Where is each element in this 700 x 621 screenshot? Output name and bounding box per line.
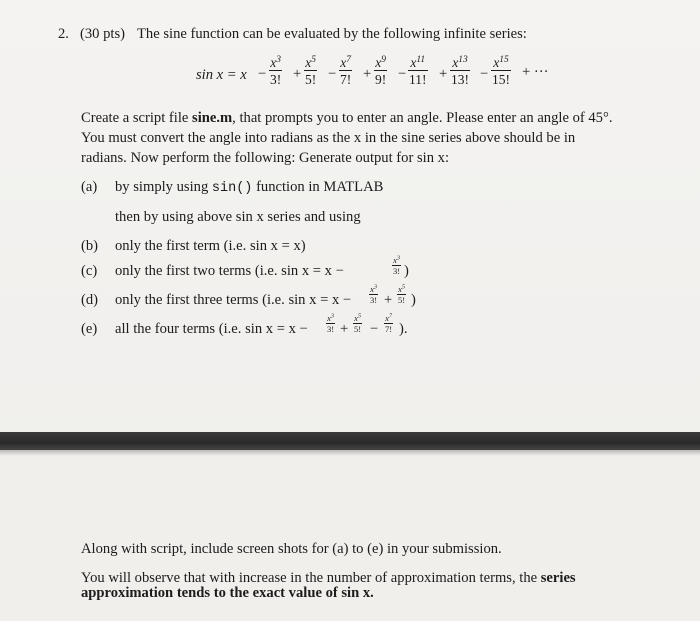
part-c-fraction: $\frac{x^3}{3!}$	[393, 255, 401, 276]
part-d-label: (d)	[81, 292, 99, 308]
question-prompt: The sine function can be evaluated by the following infinite series:	[137, 26, 527, 42]
part-e-fraction: $\frac{x^3}{3!}$	[327, 313, 335, 334]
part-e-label: (e)	[81, 321, 98, 337]
code-sin: sin()	[211, 181, 253, 196]
series-intro-text: then by using above sin x series and using	[115, 209, 361, 225]
series-tail: + ···	[522, 64, 549, 80]
instructions-line-3: radians. Now perform the following: Generate output for sin x:	[81, 150, 449, 166]
part-e-fraction: $\frac{x^7}{7!}$	[385, 313, 393, 334]
series-term: $\frac{x^3}{3!}$	[270, 54, 282, 87]
part-d-close: )	[411, 292, 416, 308]
part-c-close: )	[404, 263, 409, 279]
footer-line-2: You will observe that with increase in the number of approximation terms, the series	[81, 570, 576, 586]
footer-line-1: Along with script, include screen shots for (a) to (e) in your submission.	[81, 541, 502, 557]
part-e-fraction: $\frac{x^5}{5!}$	[354, 313, 362, 334]
script-filename: sine.m	[192, 110, 233, 126]
page-divider	[0, 432, 700, 450]
part-b-label: (b)	[81, 238, 99, 254]
part-a-text: by simply using sin() function in MATLAB	[115, 179, 384, 196]
series-term: $\frac{x^7}{7!}$	[340, 54, 352, 87]
part-e-sign: −	[370, 321, 379, 337]
series-term: $\frac{x^5}{5!}$	[305, 54, 317, 87]
part-b-text: only the first term (i.e. sin x = x)	[115, 238, 306, 254]
instructions-line-2: You must convert the angle into radians as the x in the sine series above should be in	[81, 130, 576, 146]
series-sign: +	[439, 66, 448, 82]
series-term: $\frac{x^9}{9!}$	[375, 54, 387, 87]
footer-emphasis: series	[540, 570, 576, 586]
part-e-sign: +	[340, 321, 349, 337]
part-a-label: (a)	[81, 179, 98, 195]
series-sign: −	[258, 66, 267, 82]
series-sign: −	[398, 66, 407, 82]
question-points: (30 pts)	[80, 26, 125, 42]
series-sign: −	[328, 66, 337, 82]
instructions-line-1: Create a script file sine.m, that prompts you to enter an angle. Please enter an angle of 45°.	[81, 110, 613, 126]
part-c-text: only the first two terms (i.e. sin x = x −	[115, 263, 344, 279]
part-e-close: ).	[399, 321, 408, 337]
part-d-fraction: $\frac{x^5}{5!}$	[398, 284, 406, 305]
footer-line-3: approximation tends to the exact value of sin x.	[81, 585, 374, 601]
series-term: $\frac{x^{13}}{13!}$	[451, 54, 469, 87]
series-sign: −	[480, 66, 489, 82]
question-number: 2.	[58, 26, 69, 42]
series-term: $\frac{x^{15}}{15!}$	[492, 54, 510, 87]
series-sign: +	[293, 66, 302, 82]
series-term: $\frac{x^{11}}{11!}$	[409, 54, 427, 87]
part-d-text: only the first three terms (i.e. sin x = x −	[115, 292, 352, 308]
part-d-fraction: $\frac{x^3}{3!}$	[370, 284, 378, 305]
series-sign: +	[363, 66, 372, 82]
part-c-label: (c)	[81, 263, 98, 279]
part-d-sign: +	[384, 292, 393, 308]
series-lhs: sin x = x	[196, 67, 247, 83]
part-e-text: all the four terms (i.e. sin x = x −	[115, 321, 308, 337]
